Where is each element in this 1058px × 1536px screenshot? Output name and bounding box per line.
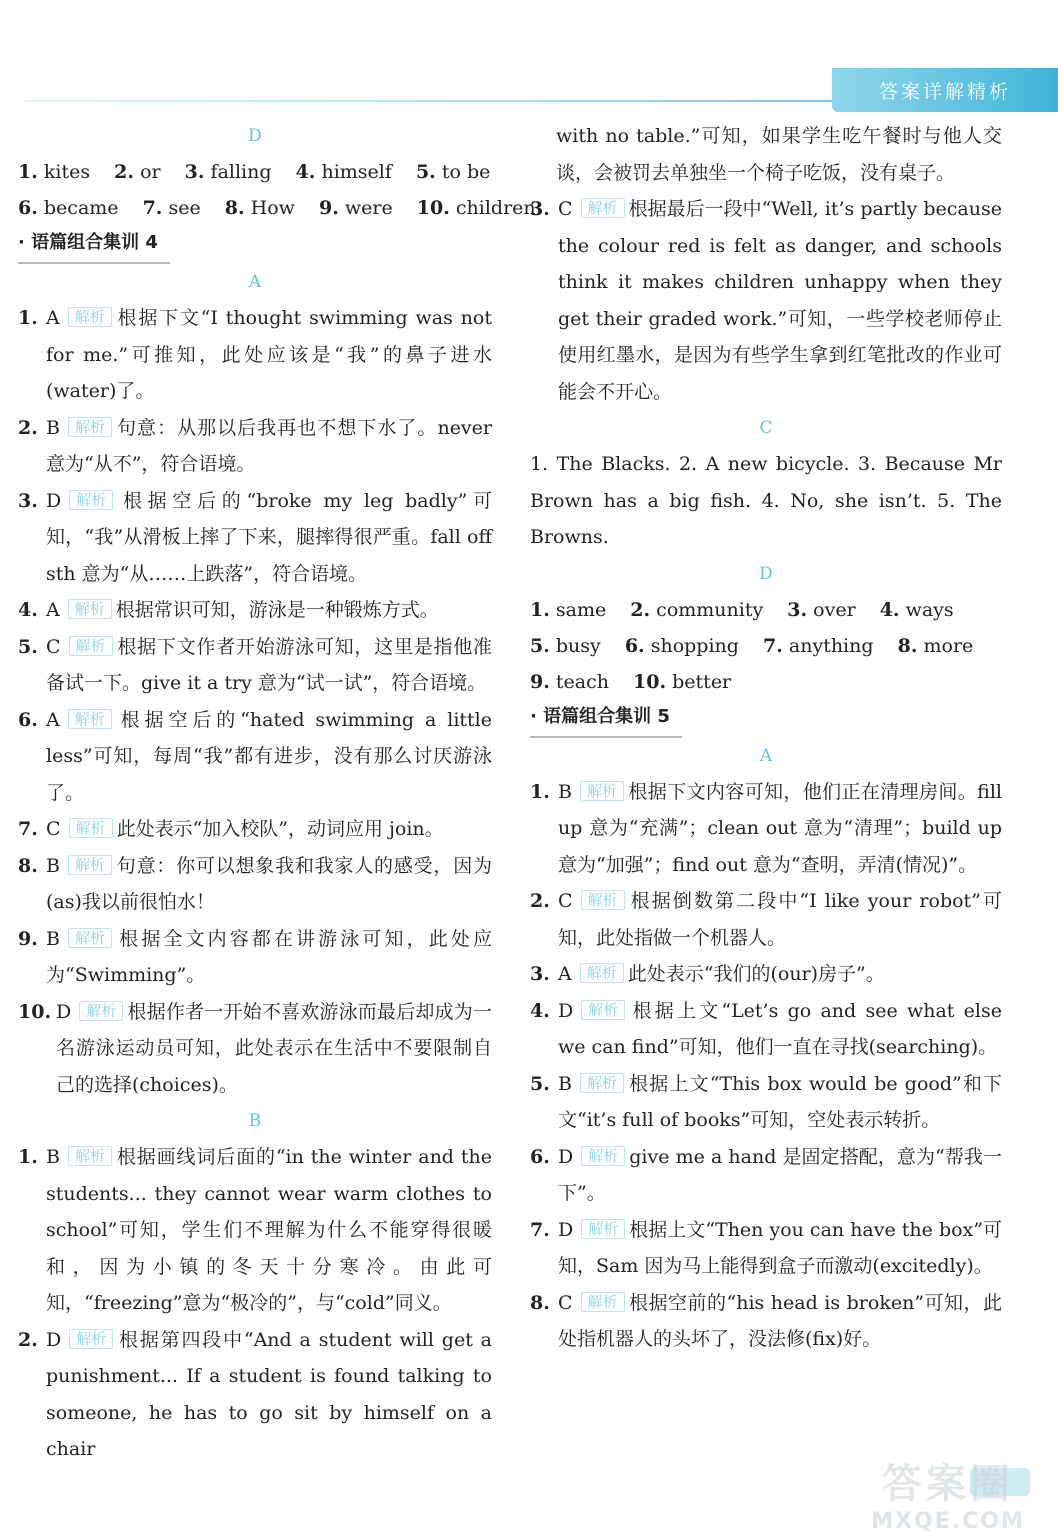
section-label-a: A [248,272,262,292]
answer-word: community [656,598,764,621]
item-number: 7. [142,197,163,219]
item-number: 2. [530,890,550,912]
answer-letter: B [558,780,572,803]
analysis-tag: 解析 [68,417,112,437]
item-number: 5. [530,634,550,657]
answer-item [18,848,492,921]
answer-item [530,191,1002,410]
item-number: 3. [787,598,808,621]
answer-item [18,483,492,593]
item-number: 4. [530,999,550,1022]
item-number: 5. [415,161,436,183]
analysis-text: 根据空后的“broke my leg badly”可知，“我”从滑板上摔了下来，腿摔得很严重。fall off sth 意为“从……上跌落”，符合语境。 [46,489,492,585]
item-number: 9. [530,670,550,693]
item-number: 6. [18,197,38,219]
analysis-text: 此处表示“我们的(our)房子”。 [627,963,885,985]
answer-letter: A [46,708,60,731]
answer-item [18,811,492,848]
analysis-tag: 解析 [580,963,624,983]
answer-word: or [140,161,161,183]
item-number: 3. [184,161,205,183]
section-label-a: A [759,745,773,766]
analysis-text: 根据全文内容都在讲游泳可知，此处应为“Swimming”。 [46,927,492,986]
section-label-d: D [759,563,773,584]
answer-item [18,410,492,483]
analysis-text: 根据上文“Then you can have the box”可知，Sam 因为马上能得到盒子而激动(excitedly)。 [558,1218,1002,1277]
analysis-text: 根据下文“I thought swimming was not for me.”可推知，此处应该是“我”的鼻子进水(water)了。 [46,307,492,402]
item-number: 2. [18,416,38,439]
analysis-text: 根据空后的“hated swimming a little less”可知，每周“我”都有进步，没有那么讨厌游泳了。 [46,708,492,804]
item-number: 4. [879,598,900,621]
item-number: 1. [18,307,38,329]
analysis-tag: 解析 [581,198,625,218]
answer-letter: B [46,416,60,439]
answer-letter: D [56,1000,72,1023]
answer-letter: A [46,307,60,329]
analysis-tag: 解析 [580,781,624,801]
item-number: 5. [18,635,38,658]
answer-item [18,1322,492,1468]
item-number: 10. [416,197,450,219]
answer-letter: A [46,599,60,621]
item-number: 1. [18,161,38,183]
answer-word: over [813,598,856,621]
answer-letter: C [558,1291,573,1314]
analysis-tag: 解析 [68,709,112,729]
item-number: 7. [18,818,38,840]
analysis-tag: 解析 [581,1146,625,1166]
answer-word: falling [210,161,272,183]
answer-word: more [923,634,974,657]
answer-word: shopping [650,634,739,657]
answer-letter: A [558,963,572,985]
left-column [18,118,536,1468]
answer-row [530,592,1002,628]
answer-item [530,1212,1002,1285]
analysis-tag: 解析 [68,599,112,619]
item-number: 1. [530,598,550,621]
analysis-tag: 解析 [69,818,113,838]
answer-item [18,300,492,410]
answer-row [18,154,492,190]
analysis-tag: 解析 [581,890,625,910]
analysis-text: 根据第四段中“And a student will get a punishment... If a student is found talking to someone, he has to go sit by himself on a chair [46,1328,492,1460]
right-column [530,118,1002,1358]
section-label-d: D [248,126,262,146]
analysis-text: 根据下文内容可知，他们正在清理房间。fill up 意为“充满”；clean out 意为“清理”；build up 意为“加强”；find out 意为“查明，弄清(情况)”。 [558,780,1002,876]
answer-item [530,1285,1002,1358]
header-title: 答案详解精析 [832,68,1058,112]
analysis-tag: 解析 [68,928,112,948]
item-number: 10. [18,1000,52,1023]
item-number: 8. [18,854,38,877]
analysis-tag: 解析 [580,1073,624,1093]
analysis-text: 根据空前的“his head is broken”可知，此处指机器人的头坏了，没法修(fix)好。 [558,1291,1002,1350]
answer-item [530,993,1002,1066]
item-number: 3. [530,198,550,220]
answer-letter: D [558,999,574,1022]
answer-item [18,702,492,812]
item-number: 8. [530,1291,550,1314]
analysis-text: 根据作者一开始不喜欢游泳而最后却成为一名游泳运动员可知，此处表示在生活中不要限制自己的选择(choices)。 [56,1000,492,1096]
answer-letter: D [46,1328,62,1351]
analysis-text: 句意：从那以后我再也不想下水了。never 意为“从不”，符合语境。 [46,416,492,475]
answer-row [18,190,536,226]
item-number: 6. [530,1145,550,1168]
answer-letter: C [558,890,573,912]
analysis-text: give me a hand 是固定搭配，意为“帮我一下”。 [558,1145,1002,1204]
answer-letter: C [46,635,61,658]
item-number: 4. [295,161,316,183]
analysis-tag: 解析 [79,1001,123,1021]
answer-word: anything [788,634,874,657]
watermark-text: 答案圈 [882,1461,1014,1507]
answer-word: children [455,197,536,219]
analysis-tag: 解析 [581,1219,625,1239]
answer-item [18,592,492,629]
analysis-tag: 解析 [68,307,112,327]
item-number: 3. [18,489,38,512]
analysis-text: 根据画线词后面的“in the winter and the students... they cannot wear warm clothes to school”可知，学生们不理解为什么不能穿得很暖和，因为小镇的冬天十分寒冷。由此可知，“freezing”意为“极冷的”，与“cold”同义。 [46,1146,492,1314]
answer-word: were [344,197,393,219]
analysis-text: 句意：你可以想象我和我家人的感受，因为(as)我以前很怕水！ [46,854,492,913]
answer-letter: B [46,927,60,950]
analysis-text: 根据上文“This box would be good”和下文“it’s full of books”可知，空处表示转折。 [558,1072,1002,1131]
analysis-text: 根据倒数第二段中“I like your robot”可知，此处指做一个机器人。 [558,890,1002,949]
answer-paragraph-c: 1. The Blacks. 2. A new bicycle. 3. Because Mr Brown has a big fish. 4. No, she isn’t. 5. The Browns. [530,453,1002,548]
item-number: 6. [18,708,38,731]
answer-item [18,994,492,1104]
answer-item [530,883,1002,956]
item-number: 7. [530,1218,550,1241]
answer-word: better [672,670,732,693]
answer-letter: B [46,1146,60,1168]
item-number: 10. [633,670,667,693]
answer-letter: C [558,198,573,220]
analysis-tag: 解析 [69,1329,113,1349]
analysis-text: 根据常识可知，游泳是一种锻炼方式。 [115,599,439,621]
item-number: 8. [897,634,918,657]
answer-list-a5 [530,774,1002,1358]
item-number: 6. [624,634,645,657]
watermark-logo [858,1452,1038,1534]
analysis-tag: 解析 [581,1000,625,1020]
answer-list-b-cont [530,191,1002,410]
answer-word: himself [321,161,392,183]
analysis-tag: 解析 [69,636,113,656]
item-number: 2. [114,161,135,183]
item-number: 1. [530,780,550,803]
answer-row [530,628,1002,664]
answer-row [530,664,1002,700]
answer-item [18,629,492,702]
answer-item [530,774,1002,884]
item-number: 8. [224,197,245,219]
answer-letter: D [558,1218,574,1241]
answer-item [18,921,492,994]
answer-letter: C [46,818,61,840]
answer-word: busy [555,634,601,657]
continued-text: with no table.”可知，如果学生吃午餐时与他人交谈，会被罚去单独坐一个椅子吃饭，没有桌子。 [556,125,1002,184]
answer-word: kites [43,161,91,183]
answer-word: teach [555,670,609,693]
item-number: 9. [18,927,38,950]
analysis-text: 根据下文作者开始游泳可知，这里是指他准备试一下。give it a try 意为“试一试”，符合语境。 [46,635,492,694]
answer-word: same [555,598,607,621]
answer-letter: D [46,489,62,512]
analysis-text: 此处表示“加入校队”，动词应用 join。 [116,818,444,840]
answer-list-a [18,300,492,1103]
item-number: 2. [630,598,651,621]
item-number: 5. [530,1072,550,1095]
answer-item [18,1139,492,1322]
watermark-url: MXQE.COM [871,1509,1025,1534]
section-title-5: · 语篇组合集训 5 [530,700,682,738]
answer-letter: D [558,1145,574,1168]
analysis-tag: 解析 [68,855,112,875]
section-label-b: B [248,1111,262,1131]
item-number: 2. [18,1328,38,1351]
answer-list-b [18,1139,492,1468]
answer-item [530,1139,1002,1212]
item-number: 1. [18,1146,38,1168]
analysis-tag: 解析 [68,1146,112,1166]
answer-letter: B [46,854,60,877]
answer-item [530,956,1002,993]
section-title-4: · 语篇组合集训 4 [18,226,170,264]
answer-item [530,1066,1002,1139]
answer-word: ways [905,598,954,621]
answer-word: see [168,197,201,219]
item-number: 3. [530,963,550,985]
item-number: 4. [18,599,38,621]
analysis-tag: 解析 [69,490,113,510]
section-label-c: C [759,418,773,438]
answer-letter: B [558,1072,572,1095]
analysis-text: 根据上文“Let’s go and see what else we can find”可知，他们一直在寻找(searching)。 [558,999,1002,1058]
answer-word: became [43,197,119,219]
analysis-tag: 解析 [581,1292,625,1312]
answer-word: to be [441,161,491,183]
analysis-text: 根据最后一段中“Well, it’s partly because the colour red is felt as danger, and schools think it makes children unhappy when they get their graded work.”可知，一些学校老师停止使用红墨水，是因为有些学生拿到红笔批改的作业可能会不开心。 [558,198,1002,403]
answer-word: How [250,197,295,219]
item-number: 7. [763,634,783,657]
item-number: 9. [318,197,339,219]
